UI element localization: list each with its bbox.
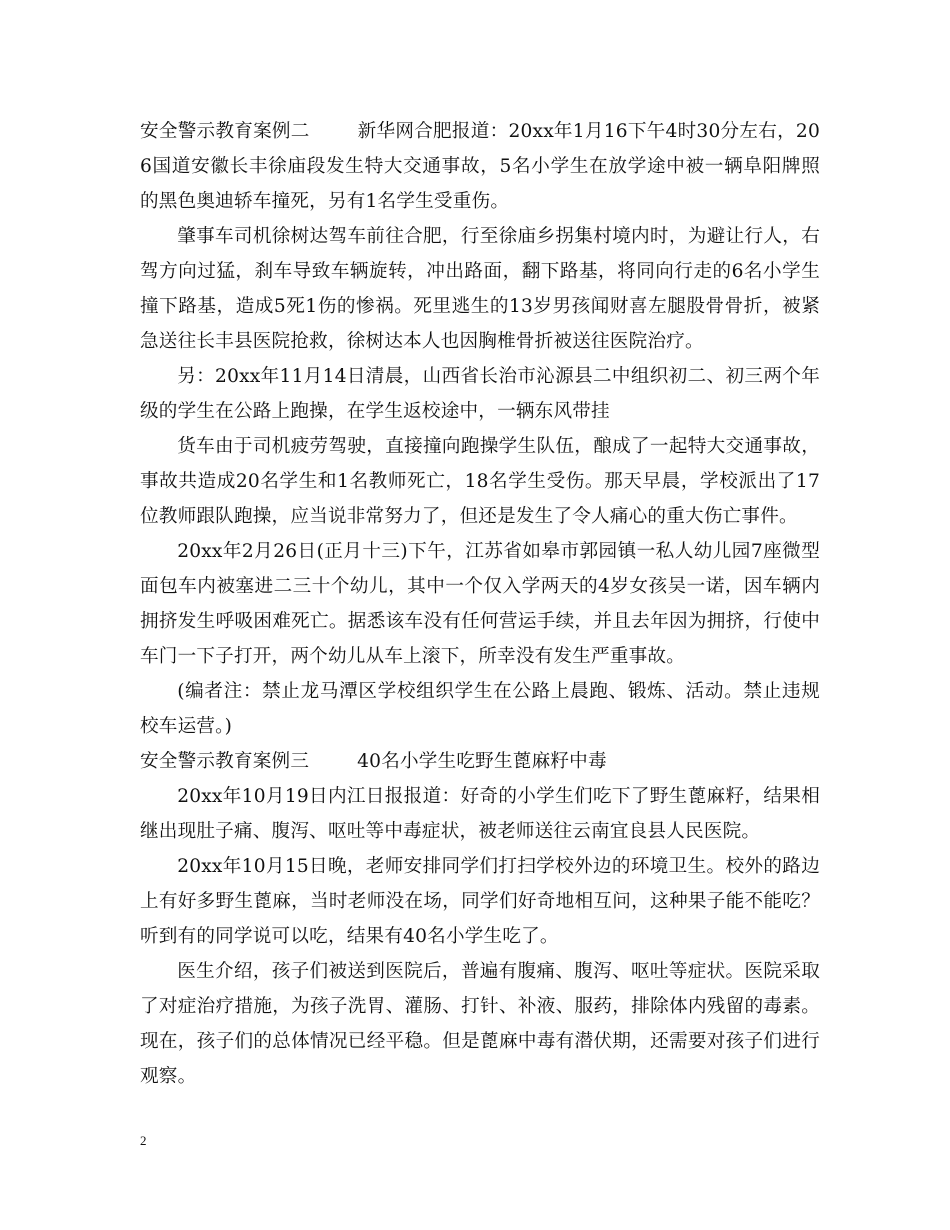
case3-paragraph: 20xx年10月19日内江日报报道：好奇的小学生们吃下了野生蓖麻籽，结果相继出现肚子痛、腹泻、呕吐等中毒症状，被老师送往云南宜良县人民医院。	[140, 786, 820, 842]
case2-lead-text: 新华网合肥报道：20xx年1月16下午4时30分左右，206国道安徽长丰徐庙段发生特大交通事故，5名小学生在放学途中被一辆阜阳牌照的黑色奥迪轿车撞死，另有1名学生受重伤。	[140, 121, 820, 212]
case2-heading: 安全警示教育案例二	[140, 121, 310, 142]
case3-subtitle: 40名小学生吃野生蓖麻籽中毒	[357, 751, 607, 772]
case3-paragraph: 医生介绍，孩子们被送到医院后，普遍有腹痛、腹泻、呕吐等症状。医院采取了对症治疗措施，为孩子洗胃、灌肠、打针、补液、服药，排除体内残留的毒素。现在，孩子们的总体情况已经平稳。但是蓖麻中毒有潜伏期，还需要对孩子们进行观察。	[140, 961, 820, 1087]
case2-paragraph: 20xx年2月26日(正月十三)下午，江苏省如皋市郭园镇一私人幼儿园7座微型面包车内被塞进二三十个幼儿，其中一个仅入学两天的4岁女孩吴一诺，因车辆内拥挤发生呼吸困难死亡。据悉该车没有任何营运手续，并且去年因为拥挤，行使中车门一下子打开，两个幼儿从车上滚下，所幸没有发生严重事故。	[140, 541, 820, 667]
document-body	[140, 114, 820, 1094]
case3-paragraph: 20xx年10月15日晚，老师安排同学们打扫学校外边的环境卫生。校外的路边上有好多野生蓖麻，当时老师没在场，同学们好奇地相互问，这种果子能不能吃？听到有的同学说可以吃，结果有40名小学生吃了。	[140, 856, 820, 947]
case3-heading: 安全警示教育案例三	[140, 751, 310, 772]
case3-heading-line	[140, 744, 820, 779]
case2-paragraph: 货车由于司机疲劳驾驶，直接撞向跑操学生队伍，酿成了一起特大交通事故，事故共造成20名学生和1名教师死亡，18名学生受伤。那天早晨，学校派出了17位教师跟队跑操，应当说非常努力了，但还是发生了令人痛心的重大伤亡事件。	[140, 436, 820, 527]
page-number: 2	[140, 1133, 147, 1148]
case2-paragraph: 另：20xx年11月14日清晨，山西省长治市沁源县二中组织初二、初三两个年级的学生在公路上跑操，在学生返校途中，一辆东风带挂	[140, 366, 820, 422]
case2-paragraph: 肇事车司机徐树达驾车前往合肥，行至徐庙乡拐集村境内时，为避让行人，右驾方向过猛，刹车导致车辆旋转，冲出路面，翻下路基，将同向行走的6名小学生撞下路基，造成5死1伤的惨祸。死里逃生的13岁男孩闻财喜左腿股骨骨折，被紧急送往长丰县医院抢救，徐树达本人也因胸椎骨折被送往医院治疗。	[140, 226, 820, 352]
case2-intro-paragraph	[140, 114, 820, 219]
editor-note: (编者注：禁止龙马潭区学校组织学生在公路上晨跑、锻炼、活动。禁止违规校车运营。)	[140, 681, 820, 737]
